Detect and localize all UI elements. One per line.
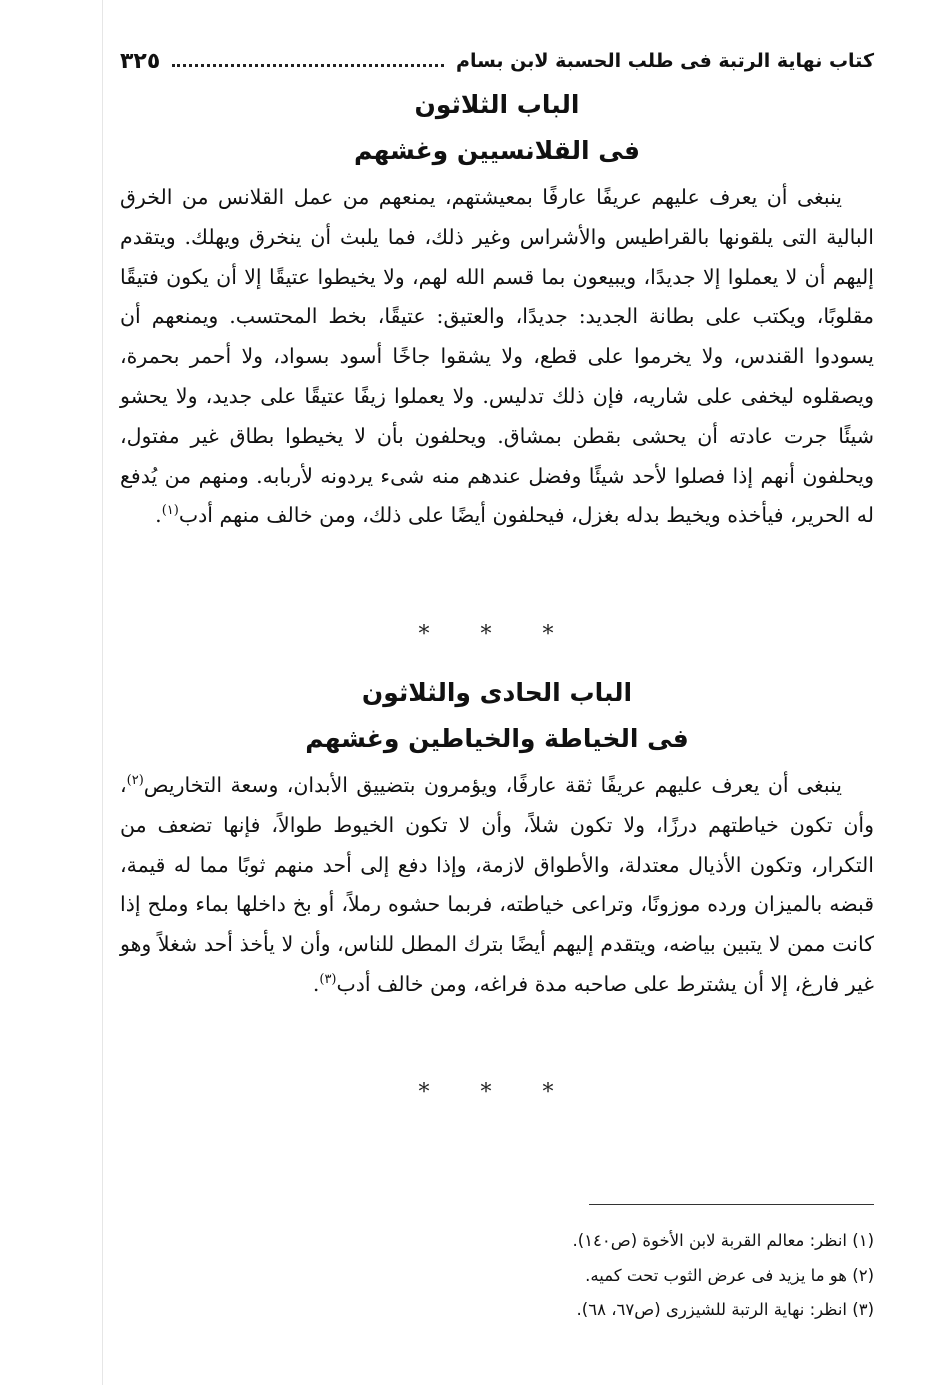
scan-edge-line	[102, 0, 103, 1385]
footnote-divider	[589, 1204, 874, 1205]
section-separator-2: * * *	[418, 1080, 576, 1105]
book-title: كتاب نهاية الرتبة فى طلب الحسبة لابن بسام	[456, 50, 874, 72]
chapter-30-body	[120, 178, 874, 536]
chapter-30-text: ينبغى أن يعرف عليهم عريفًا عارفًا بمعيشتهم، يمنعهم من عمل القلانس من الخرق البالية التى يلقونها بالقراطيس والأشراس وغير ذلك، فما يلبث أن ينخرق ويهلك. ويتقدم إليهم أن لا يعملوا إلا جديدًا، ويبيعون بما قسم الله لهم، ولا يخيطوا عتيقًا إلا أن يكون فتيقًا مقلوبًا، ويكتب على بطانة الجديد: جديدًا، والعتيق: عتيقًا، بخط المحتسب. ويمنعهم أن يسودوا القندس، ولا يخرموا على قطع، ولا يشقوا جاخًا أسود بسواد، ولا أحمر بحمرة، ويصقلوه ليخفى على شاريه، فإن ذلك تدليس. ولا يعملوا زيفًا عتيقًا على جديد، ولا يحشو شيئًا جرت عادته أن يحشى بقطن بمشاق. ويحلفون بأن لا يخيطوا بطاق غير مفتول، ويحلفون أنهم إذا فصلوا لأحد شيئًا وفضل عندهم منه شىء يردونه لأربابه. ومنهم من يُدفع له الحرير، فيأخذه ويخيط بدله بغزل، فيحلفون أيضًا على ذلك، ومن خالف منهم أدب	[120, 185, 874, 528]
footnote-2: (٢) هو ما يزيد فى عرض الثوب تحت كميه.	[585, 1265, 874, 1285]
chapter-31-subtitle: فى الخياطة والخياطين وغشهم	[305, 724, 689, 753]
footnote-ref-2[interactable]: (٢)	[126, 773, 144, 789]
footnotes-list	[300, 1224, 874, 1328]
page-number: ٣٢٥	[120, 48, 161, 74]
chapter-31	[120, 670, 874, 1005]
chapter-30-subtitle: فى القلانسيين وغشهم	[354, 136, 640, 165]
chapter-30	[120, 82, 874, 536]
chapter-30-end: .	[155, 503, 162, 528]
chapter-31-text-part1: ينبغى أن يعرف عليهم عريفًا ثقة عارفًا، ويؤمرون بتضييق الأبدان، وسعة التخاريص	[143, 773, 842, 797]
chapter-31-text-part2: ، وأن تكون خياطتهم درزًا، ولا تكون شلاً، وأن لا تكون الخيوط طوالاً، فإنها تضعف من التكرار، وتكون الأذيال معتدلة، والأطواق لازمة، وإذا دفع إلى أحد منهم ثوبًا مما له قيمة، قبضه بالميزان ورده موزونًا، وتراعى خياطته، فربما حشوه رملاً، أو بخ داخلها بماء وملح إذا كانت ممن لا يتبين بياضه، ويتقدم إليهم أيضًا بترك المطل للناس، وأن لا يأخذ أحد شغلاً وهو غير فارغ، إلا أن يشترط على صاحبه مدة فراغه، ومن خالف أدب	[120, 773, 874, 996]
chapter-31-body	[120, 766, 874, 1005]
section-separator-1: * * *	[418, 622, 576, 647]
footnote-ref-3[interactable]: (٣)	[319, 972, 337, 988]
running-header	[120, 44, 874, 78]
footnote-3: (٣) انظر: نهاية الرتبة للشيزرى (ص٦٧، ٦٨).	[576, 1300, 874, 1319]
chapter-30-title: الباب الثلاثون	[414, 90, 580, 119]
chapter-31-end: .	[312, 971, 320, 996]
header-dot-leader	[172, 64, 444, 67]
chapter-31-title: الباب الحادى والثلاثون	[361, 678, 633, 707]
footnote-ref-1[interactable]: (١)	[161, 503, 179, 519]
footnote-1: (١) انظر: معالم القربة لابن الأخوة (ص١٤٠).	[572, 1231, 874, 1250]
